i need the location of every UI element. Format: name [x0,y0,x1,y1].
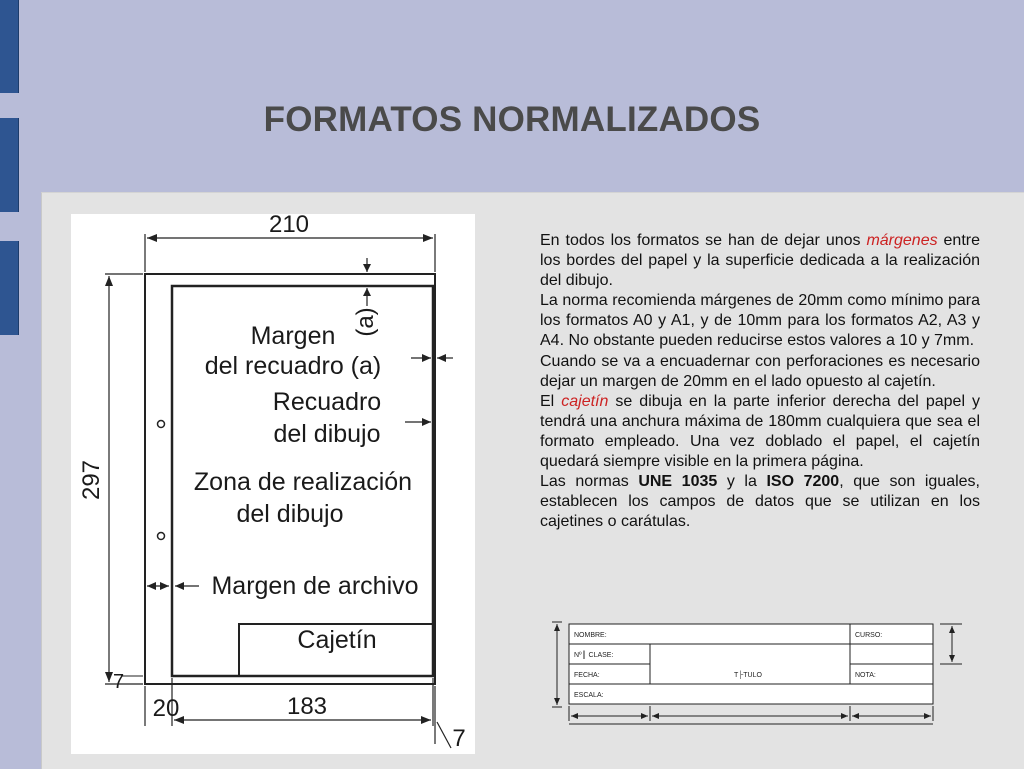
p5-bold-une: UNE 1035 [638,473,718,491]
label-recuadro-line1: Recuadro [272,388,382,416]
paragraph-encuadernar: Cuando se va a encuadernar con perforaciones es necesario dejar un margen de 20mm en el lado opuesto al cajetín. [540,352,980,390]
label-zona-line2: del dibujo [236,500,344,528]
cajetin-curso: CURSO: [855,632,883,639]
p1-highlight: márgenes [866,232,938,249]
dim-left-margin-label: 20 [152,695,180,722]
cajetin-nombre: NOMBRE: [574,632,607,639]
label-archivo: Margen de archivo [211,572,419,600]
label-cajetin: Cajetín [297,626,377,654]
cajetin-titulo: T├TULO [734,672,762,679]
paragraph-norma: La norma recomienda márgenes de 20mm como mínimo para los formatos A0 y A1, y de 10mm para los formatos A2, A3 y A4. No obstante pueden reducirse estos valores a 10 y 7mm. [540,292,980,350]
p5-text-mid: y la [717,473,767,491]
p5-bold-iso: ISO 7200 [766,473,840,491]
p5-text-end: , que son iguales, establecen los campos de datos que se utilizan en los cajetines o carátulas. [540,473,980,531]
cajetin-fecha: FECHA: [574,672,600,679]
label-margin-line2: del recuadro (a) [204,352,382,380]
p4-highlight: cajetín [561,392,609,410]
label-recuadro-line2: del dibujo [273,420,381,448]
explanation-text [540,231,980,532]
p5-text: Las normas [540,473,639,491]
label-zona-line1: Zona de realización [193,468,413,496]
p1-text-end: entre los bordes del papel y la superficie dedicada a la realización del dibujo. [540,232,980,290]
p1-text: En todos los formatos se han de dejar unos [540,232,867,249]
dim-inner-width-label: 183 [286,693,328,720]
slide-title: FORMATOS NORMALIZADOS [263,100,761,139]
dim-height-label: 297 [78,459,105,501]
paragraph-cajetin [540,392,980,472]
p4-text: El [540,392,562,410]
side-accent-bar [0,241,19,335]
dim-width-label: 210 [268,214,310,238]
paper-format-diagram [71,214,475,754]
paragraph-normas [540,472,980,532]
dim-bottom-margin-label: 7 [113,671,125,693]
cajetin-nota: NOTA: [855,672,876,679]
cajetin-escala: ESCALA: [574,692,604,699]
p4-text-end: se dibuja en la parte inferior derecha del papel y tendrá una anchura máxima de 180mm cualquiera que sea el formato empleado. Una vez doblado el papel, el cajetín quedará siempre visible en la primera página. [540,392,980,471]
paragraph-margins [540,231,980,291]
side-accent-bar [0,0,19,93]
dim-corner-margin-label: 7 [452,725,466,752]
margin-marker-label: (a) [352,307,379,337]
label-margin-line1: Margen [250,322,336,350]
cajetin-diagram [548,617,968,725]
cajetin-clase: Nº║ CLASE: [574,652,614,659]
